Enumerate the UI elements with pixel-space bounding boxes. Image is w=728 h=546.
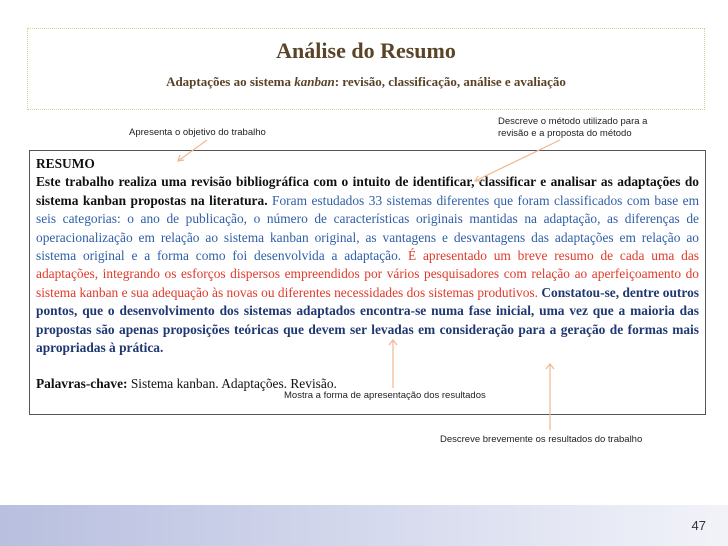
note-presentation: Mostra a forma de apresentação dos resultados (284, 390, 486, 401)
subtitle-part-1: Adaptações ao sistema (166, 74, 295, 89)
abstract-presentation: É apresentado um breve resumo de cada uma das adaptações, integrando os esforços dispersos empreendidos por vários pesquisadores com relação ao aperfeiçoamento do sistema kanban e sua adequação às novas ou diferentes necessidades dos sistemas produtivos. (36, 248, 699, 300)
note-method-line-2: revisão e a proposta do método (498, 128, 632, 139)
abstract-objective: Este trabalho realiza uma revisão bibliográfica com o intuito de identificar, classificar e analisar as adaptações do sistema kanban propostas na literatura. (36, 174, 699, 208)
slide-title: Análise do Resumo (276, 38, 456, 63)
footer-bar (0, 505, 728, 546)
note-results: Descreve brevemente os resultados do trabalho (440, 434, 643, 445)
keywords-value: Sistema kanban. Adaptações. Revisão. (130, 376, 337, 392)
keywords-label: Palavras-chave: (36, 376, 128, 392)
note-method-line-1: Descreve o método utilizado para a (498, 116, 648, 127)
note-objective: Apresenta o objetivo do trabalho (129, 127, 266, 138)
page-number: 47 (691, 518, 706, 533)
subtitle-part-2: : revisão, classificação, análise e avaliação (334, 74, 566, 89)
arrow-objective (178, 140, 207, 161)
abstract-results: Constatou-se, dentre outros pontos, que o desenvolvimento dos sistemas adaptados encontra-se numa fase inicial, uma vez que a maioria das propostas são apenas proposições teóricas que devem ser levadas em consideração para a geração de formas mais apropriadas à prática. (36, 284, 699, 356)
arrow-method (475, 140, 560, 181)
subtitle-kanban: kanban (294, 74, 335, 89)
abstract-method: Foram estudados 33 sistemas diferentes que foram classificados com base em seis categorias: o ano de publicação, o número de características originais mantidas na adaptação, as diferenças de operacionalização em relação ao sistema kanban original, as vantagens e desvantagens das adaptações em relação ao sistema original e a forma como foi desenvolvida a adaptação. (36, 192, 699, 264)
abstract-heading: RESUMO (36, 156, 95, 171)
